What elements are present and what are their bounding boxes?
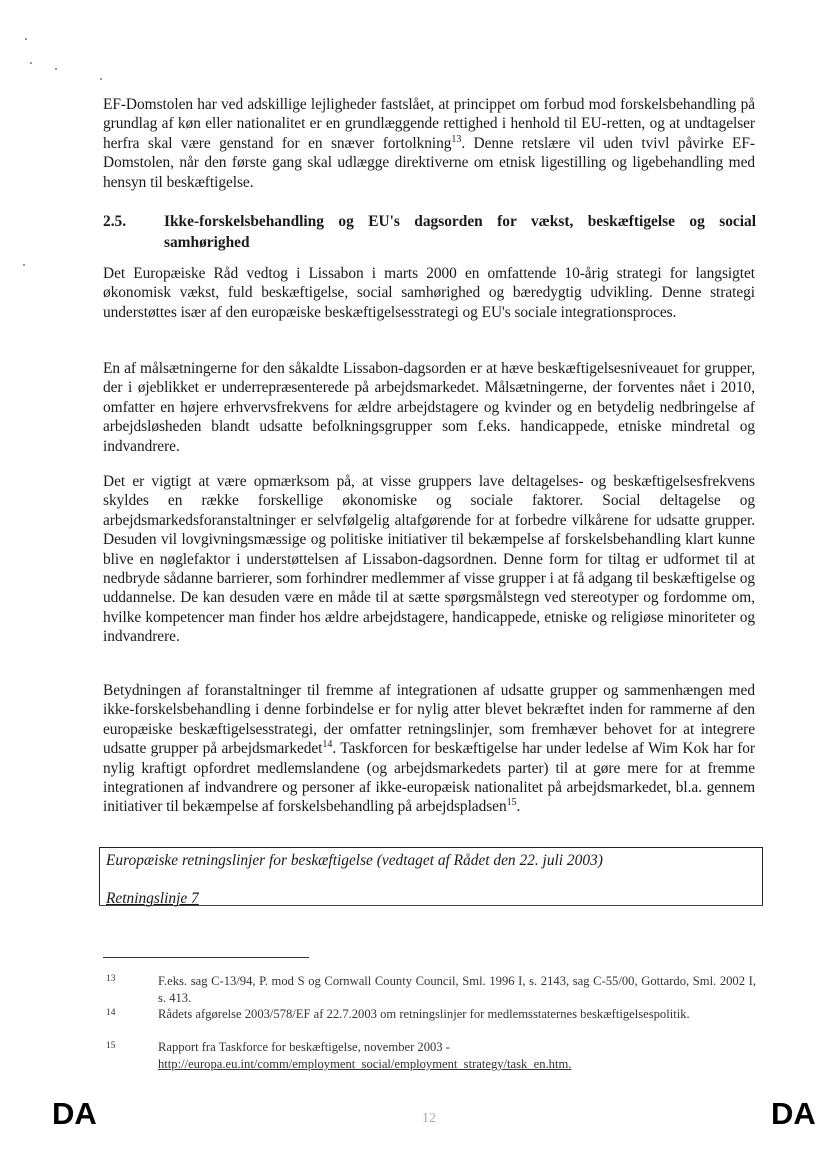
scan-speck <box>30 62 32 64</box>
paragraph-text: Betydningen af foranstaltninger til fremme af integrationen af udsatte grupper og sammenhængen med ikke-forskelsbehandling i denne forbindelse er for nylig atter blevet bekræftet inden for rammerne af den europæiske beskæftigelsesstrategi, der omfatter retningslinjer, som fremhæver behovet for at integrere udsatte grupper på arbejdsmarkedet <box>103 682 755 758</box>
paragraph-lisbon-strategy: Det Europæiske Råd vedtog i Lissabon i marts 2000 en omfattende 10-årig strategi for langsigtet økonomisk vækst, fuld beskæftigelse, social samhørighed og bæredygtig udvikling. Denne strategi understøttes især af den europæiske beskæftigelsesstrategi og EU's sociale integrationsproces. <box>103 265 755 321</box>
language-code-left: DA <box>52 1096 97 1131</box>
language-code-right: DA <box>771 1096 816 1131</box>
section-heading: Ikke-forskelsbehandling og EU's dagsorden for vækst, beskæftigelse og social samhørighed <box>164 213 756 251</box>
guidelines-box-title: Europæiske retningslinjer for beskæftigelse (vedtaget af Rådet den 22. juli 2003) <box>106 852 603 869</box>
footnote-ref[interactable]: 14 <box>322 739 333 751</box>
footnote-text-body: Rapport fra Taskforce for beskæftigelse, november 2003 - <box>158 1040 450 1054</box>
footnote-number: 14 <box>106 1008 116 1018</box>
scan-speck <box>23 264 25 266</box>
paragraph-participation: Det er vigtigt at være opmærksom på, at visse gruppers lave deltagelses- og beskæftigelsesfrekvens skyldes en række forskellige økonomiske og sociale faktorer. Social deltagelse og arbejdsmarkedsforanstaltninger er selvfølgelig altafgørende for at forbedre vilkårene for udsatte grupper. Desuden vil lovgivningsmæssige og politiske initiativer til bekæmpelse af forskelsbehandling klart kunne blive en nøglefaktor i understøttelsen af Lissabon-dagsordnen. Denne form for tiltag er udformet til at nedbryde sådanne barrierer, som forhindrer medlemmer af visse grupper i at få adgang til beskæftigelse og uddannelse. De kan desuden være en måde til at sætte spørgsmålstegn ved stereotyper og fordomme om, hvilke kompetencer man finder hos ældre arbejdstagere, handicappede, etniske og religiøse minoriteter og indvandrere. <box>103 473 755 646</box>
scan-speck <box>25 38 27 40</box>
footnote-number: 13 <box>106 974 116 984</box>
footnote-text <box>158 1039 756 1073</box>
paragraph-integration-measures <box>103 681 755 817</box>
footnote-text: F.eks. sag C-13/94, P. mod S og Cornwall County Council, Sml. 1996 I, s. 2143, sag C-55/00, Gottardo, Sml. 2002 I, s. 413. <box>158 974 756 1005</box>
footnote-text: Rådets afgørelse 2003/578/EF af 22.7.2003 om retningslinjer for medlemsstaternes beskæftigelsespolitik. <box>158 1007 690 1021</box>
paragraph-text: EF-Domstolen har ved adskillige lejligheder fastslået, at princippet om forbud mod forskelsbehandling på grundlag af køn eller nationalitet er en grundlæggende rettighed i henhold til EU-retten, og at undtagelser herfra skal være genstand for en snæver fortolkning <box>103 96 755 152</box>
page-number: 12 <box>422 1111 436 1126</box>
paragraph-ecj-doctrine <box>103 95 755 192</box>
footnote-separator <box>103 957 309 958</box>
footnote-link[interactable]: http://europa.eu.int/comm/employment_social/employment_strategy/task_en.htm. <box>158 1057 572 1071</box>
scan-speck <box>55 68 57 70</box>
paragraph-text: . Denne retslære vil uden tvivl påvirke EF-Domstolen, når den første gang skal udlægge direktiverne om etnisk ligestilling og ligebehandling med hensyn til beskæftigelse. <box>103 134 755 191</box>
guideline-number: Retningslinje 7 <box>106 890 199 907</box>
paragraph-lisbon-objectives: En af målsætningerne for den såkaldte Lissabon-dagsorden er at hæve beskæftigelsesniveauet for grupper, der i øjeblikket er underrepræsenterede på arbejdsmarkedet. Målsætningerne, der forventes nået i 2010, omfatter en højere erhvervsfrekvens for ældre arbejdstagere og kvinder og en betydelig nedbringelse af arbejdsløsheden blandt udsatte befolkningsgrupper som f.eks. handicappede, etniske mindretal og indvandrere. <box>103 360 755 455</box>
footnote-ref[interactable]: 15 <box>506 797 517 809</box>
footnote-ref[interactable]: 13 <box>451 133 462 145</box>
scan-speck <box>100 78 102 80</box>
paragraph-text: . Taskforcen for beskæftigelse har under ledelse af Wim Kok har for nylig kraftigt opfordret medlemslandene (og arbejdsmarkedets parter) til at gøre mere for at fremme integrationen af indvandrere og personer af ikke-europæisk nationalitet på arbejdsmarkedet, bl.a. gennem initiativer til bekæmpelse af forskelsbehandling på arbejdspladsen <box>103 740 756 816</box>
section-number: 2.5. <box>103 213 127 230</box>
footnote-number: 15 <box>106 1041 116 1051</box>
paragraph-text: . <box>516 798 521 816</box>
